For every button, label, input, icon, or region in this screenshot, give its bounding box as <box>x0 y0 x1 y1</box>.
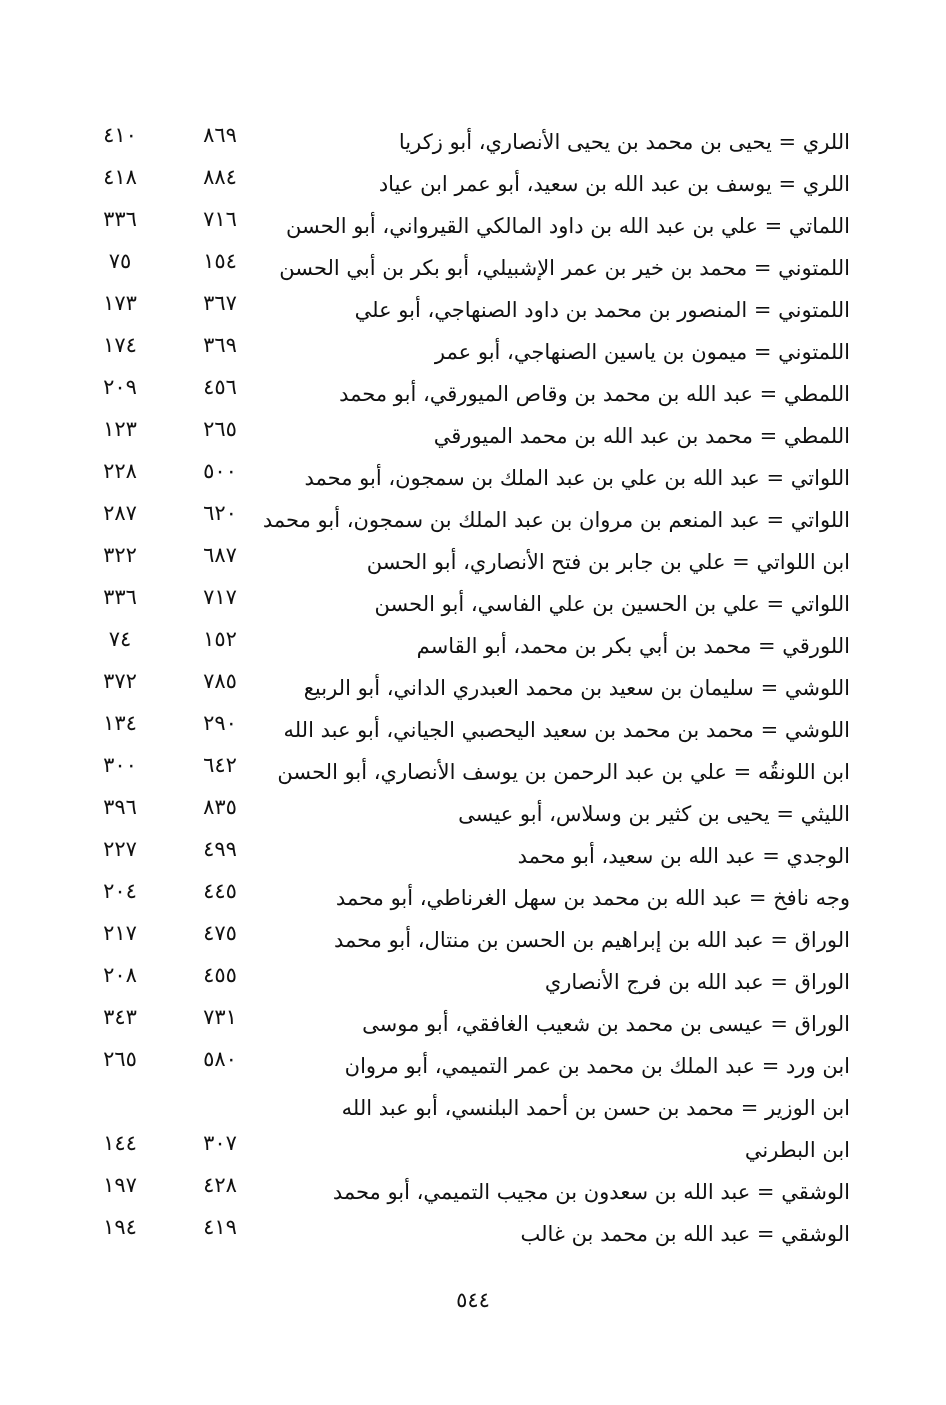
entry-name: اللري = يوسف بن عبد الله بن سعيد، أبو عمر ابن عياد <box>378 172 850 196</box>
entry-number: ٥٠٠ <box>203 459 237 483</box>
entry-page-number: ٢٠٨ <box>103 963 137 987</box>
entry-number: ٣٠٧ <box>203 1131 237 1155</box>
entry-page-number: ٣٣٦ <box>103 207 137 231</box>
entry-page-number: ٤١٠ <box>103 123 137 147</box>
entry-name: الوراق = عيسى بن محمد بن شعيب الغافقي، أبو موسى <box>362 1012 850 1036</box>
index-entry <box>60 409 860 451</box>
entry-page-number: ١٩٤ <box>103 1215 137 1239</box>
entry-name: ابن اللونقُه = علي بن عبد الرحمن بن يوسف الأنصاري، أبو الحسن <box>277 760 850 784</box>
entry-page-number: ١٢٣ <box>103 417 137 441</box>
entry-page-number: ١٧٣ <box>103 291 137 315</box>
index-entry <box>60 283 860 325</box>
entry-name: اللمتوني = المنصور بن محمد بن داود الصنهاجي، أبو علي <box>354 298 850 322</box>
entry-page-number: ٣٤٣ <box>103 1005 137 1029</box>
entry-name: اللوشي = محمد بن محمد بن سعيد اليحصبي الجياني، أبو عبد الله <box>283 718 850 742</box>
entry-page-number: ٧٤ <box>108 627 132 651</box>
entry-number: ٧٣١ <box>203 1005 237 1029</box>
entry-page-number: ٢٢٧ <box>103 837 137 861</box>
entry-number: ٣٦٩ <box>203 333 237 357</box>
index-entry <box>60 535 860 577</box>
entry-number: ٦٨٧ <box>203 543 237 567</box>
index-entry <box>60 913 860 955</box>
entry-number: ٤٢٨ <box>203 1173 237 1197</box>
entry-number: ٨٦٩ <box>203 123 237 147</box>
index-entry <box>60 703 860 745</box>
entry-name: اللورقي = محمد بن أبي بكر بن محمد، أبو القاسم <box>416 634 850 658</box>
index-entry <box>60 451 860 493</box>
entry-page-number: ١٤٤ <box>103 1131 137 1155</box>
index-entry <box>60 199 860 241</box>
entry-number: ٥٨٠ <box>203 1047 237 1071</box>
entry-name: الوراق = عبد الله بن إبراهيم بن الحسن بن منتال، أبو محمد <box>333 928 850 952</box>
entry-page-number: ٧٥ <box>108 249 132 273</box>
entry-page-number: ٢٦٥ <box>103 1047 137 1071</box>
entry-number: ٤١٩ <box>203 1215 237 1239</box>
entry-page-number: ٢٠٤ <box>103 879 137 903</box>
entry-name: الوراق = عبد الله بن فرج الأنصاري <box>544 970 850 994</box>
index-entry <box>60 577 860 619</box>
index-entry <box>60 1165 860 1207</box>
entry-number: ٤٤٥ <box>203 879 237 903</box>
index-entry <box>60 1039 860 1081</box>
index-entry <box>60 367 860 409</box>
index-entry <box>60 1081 860 1165</box>
entry-number: ٤٧٥ <box>203 921 237 945</box>
entry-number: ٨٣٥ <box>203 795 237 819</box>
entry-number: ٧١٧ <box>203 585 237 609</box>
entry-name: اللماتي = علي بن عبد الله بن داود المالكي القيرواني، أبو الحسن <box>286 214 850 238</box>
entry-page-number: ٣٧٢ <box>103 669 137 693</box>
index-entry <box>60 241 860 283</box>
entry-page-number: ١٣٤ <box>103 711 137 735</box>
index-entry <box>60 787 860 829</box>
entry-name: اللري = يحيى بن محمد بن يحيى الأنصاري، أبو زكريا <box>398 130 850 154</box>
entry-number: ٢٦٥ <box>203 417 237 441</box>
entry-name: اللواتي = عبد الله بن علي بن عبد الملك بن سمجون، أبو محمد <box>304 466 850 490</box>
entry-number: ١٥٢ <box>203 627 237 651</box>
entry-name: اللمطي = محمد بن عبد الله بن محمد الميورقي <box>433 424 850 448</box>
index-entry <box>60 829 860 871</box>
entry-name: اللواتي = عبد المنعم بن مروان بن عبد الملك بن سمجون، أبو محمد <box>262 508 850 532</box>
index-entry <box>60 493 860 535</box>
entry-number: ٤٥٦ <box>203 375 237 399</box>
index-entry <box>60 115 860 157</box>
entry-name: الوجدي = عبد الله بن سعيد، أبو محمد <box>517 844 850 868</box>
entry-name: ابن اللواتي = علي بن جابر بن فتح الأنصاري، أبو الحسن <box>366 550 850 574</box>
entry-number: ٦٢٠ <box>203 501 237 525</box>
entry-page-number: ٢٨٧ <box>103 501 137 525</box>
entry-page-number: ٢١٧ <box>103 921 137 945</box>
entry-name: اللمتوني = محمد بن خير بن عمر الإشبيلي، أبو بكر بن أبي الحسن <box>279 256 850 280</box>
entry-number: ١٥٤ <box>203 249 237 273</box>
index-entry <box>60 745 860 787</box>
entry-number: ٧١٦ <box>203 207 237 231</box>
entry-name: اللواتي = علي بن الحسين بن علي الفاسي، أبو الحسن <box>374 592 850 616</box>
entry-name: ابن الوزير = محمد بن حسن بن أحمد البلنسي، أبو عبد الله ابن البطرني <box>341 1096 850 1162</box>
entry-number: ٣٦٧ <box>203 291 237 315</box>
entry-name: اللمتوني = ميمون بن ياسين الصنهاجي، أبو عمر <box>434 340 850 364</box>
entry-name: ابن ورد = عبد الملك بن محمد بن عمر التميمي، أبو مروان <box>344 1054 850 1078</box>
index-entry <box>60 619 860 661</box>
entry-page-number: ٢٢٨ <box>103 459 137 483</box>
entry-name: اللمطي = عبد الله بن محمد بن وقاص الميورقي، أبو محمد <box>339 382 850 406</box>
entry-number: ٢٩٠ <box>203 711 237 735</box>
entry-name: الوشقي = عبد الله بن سعدون بن مجيب التميمي، أبو محمد <box>332 1180 850 1204</box>
entry-page-number: ٣٠٠ <box>103 753 137 777</box>
index-entry <box>60 1207 860 1249</box>
entry-number: ٨٨٤ <box>203 165 237 189</box>
entry-number: ٤٩٩ <box>203 837 237 861</box>
entry-page-number: ٤١٨ <box>103 165 137 189</box>
index-entry <box>60 661 860 703</box>
entry-page-number: ٣٢٢ <box>103 543 137 567</box>
entry-name: وجه نافخ = عبد الله بن محمد بن سهل الغرناطي، أبو محمد <box>335 886 850 910</box>
index-entry <box>60 157 860 199</box>
entry-number: ٦٤٢ <box>203 753 237 777</box>
index-entry <box>60 955 860 997</box>
entry-page-number: ٣٣٦ <box>103 585 137 609</box>
entry-name: اللوشي = سليمان بن سعيد بن محمد العبدري الداني، أبو الربيع <box>303 676 850 700</box>
page-number: ٥٤٤ <box>456 1288 490 1312</box>
entry-number: ٤٥٥ <box>203 963 237 987</box>
entry-page-number: ١٩٧ <box>103 1173 137 1197</box>
entry-number: ٧٨٥ <box>203 669 237 693</box>
entry-page-number: ٢٠٩ <box>103 375 137 399</box>
index-entry <box>60 871 860 913</box>
entry-name: الليثي = يحيى بن كثير بن وسلاس، أبو عيسى <box>458 802 850 826</box>
entry-page-number: ٣٩٦ <box>103 795 137 819</box>
index-entry <box>60 997 860 1039</box>
entry-name: الوشقي = عبد الله بن محمد بن غالب <box>520 1222 850 1246</box>
entry-page-number: ١٧٤ <box>103 333 137 357</box>
index-list <box>60 115 860 1249</box>
index-entry <box>60 325 860 367</box>
